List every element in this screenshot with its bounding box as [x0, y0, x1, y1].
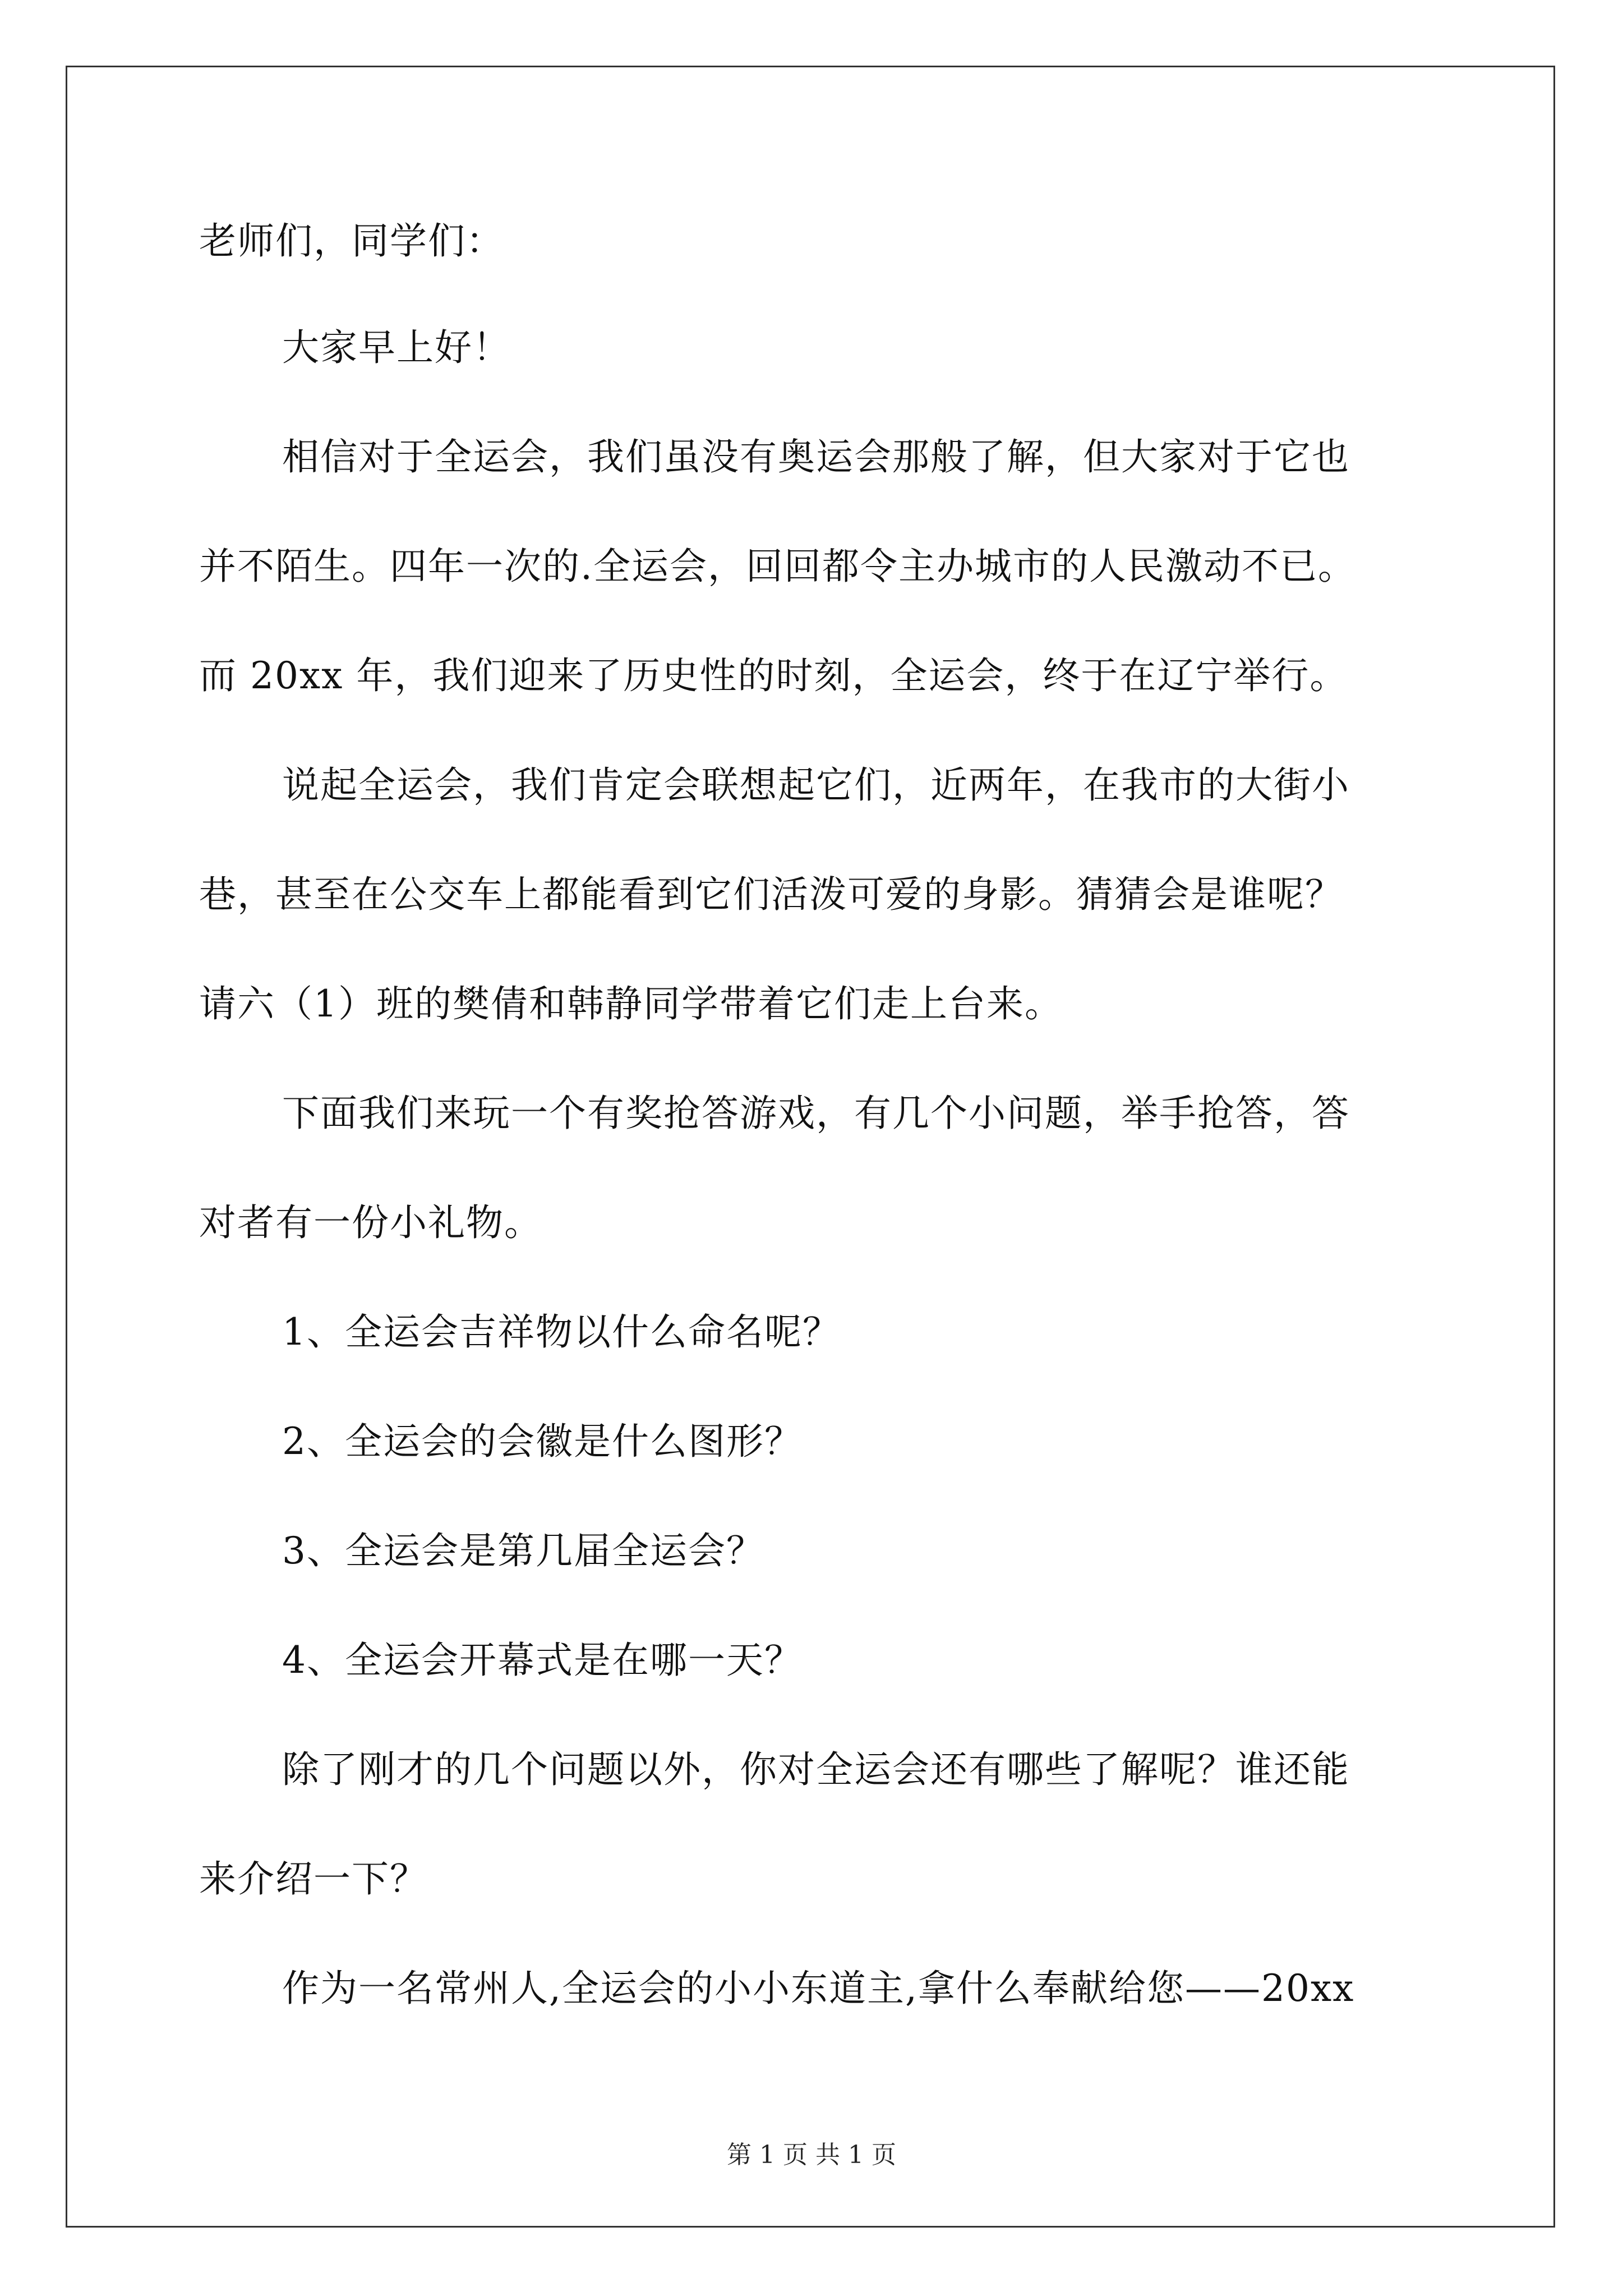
paragraph-line: 相信对于全运会，我们虽没有奥运会那般了解，但大家对于它也 — [282, 435, 1350, 478]
paragraph-line: 来介绍一下？ — [199, 1857, 428, 1901]
paragraph-line: 下面我们来玩一个有奖抢答游戏，有几个小问题，举手抢答，答 — [282, 1092, 1350, 1135]
paragraph-line: 请六（1）班的樊倩和韩静同学带着它们走上台来。 — [199, 982, 1063, 1025]
page-footer: 第 1 页 共 1 页 — [727, 2141, 896, 2169]
paragraph-line: 作为一名常州人,全运会的小小东道主,拿什么奉献给您——20xx — [282, 1967, 1355, 2010]
paragraph-line: 除了刚才的几个问题以外，你对全运会还有哪些了解呢？谁还能 — [282, 1748, 1350, 1791]
paragraph-line: 说起全运会，我们肯定会联想起它们，近两年，在我市的大街小 — [282, 763, 1350, 807]
page-border — [66, 66, 1555, 2228]
paragraph-line: 而 20xx 年，我们迎来了历史性的时刻，全运会，终于在辽宁举行。 — [199, 654, 1348, 697]
greeting: 大家早上好！ — [282, 326, 511, 369]
paragraph-line: 巷，甚至在公交车上都能看到它们活泼可爱的身影。猜猜会是谁呢？ — [199, 873, 1343, 916]
paragraph-line: 对者有一份小礼物。 — [199, 1201, 542, 1244]
question-item: 3、全运会是第几届全运会？ — [282, 1529, 764, 1572]
question-item: 2、全运会的会徽是什么图形？ — [282, 1420, 803, 1463]
question-item: 1、全运会吉祥物以什么命名呢？ — [282, 1310, 841, 1354]
question-item: 4、全运会开幕式是在哪一天？ — [282, 1639, 803, 1682]
paragraph-line: 并不陌生。四年一次的.全运会，回回都令主办城市的人民激动不已。 — [199, 545, 1356, 588]
salutation: 老师们，同学们： — [199, 219, 504, 263]
